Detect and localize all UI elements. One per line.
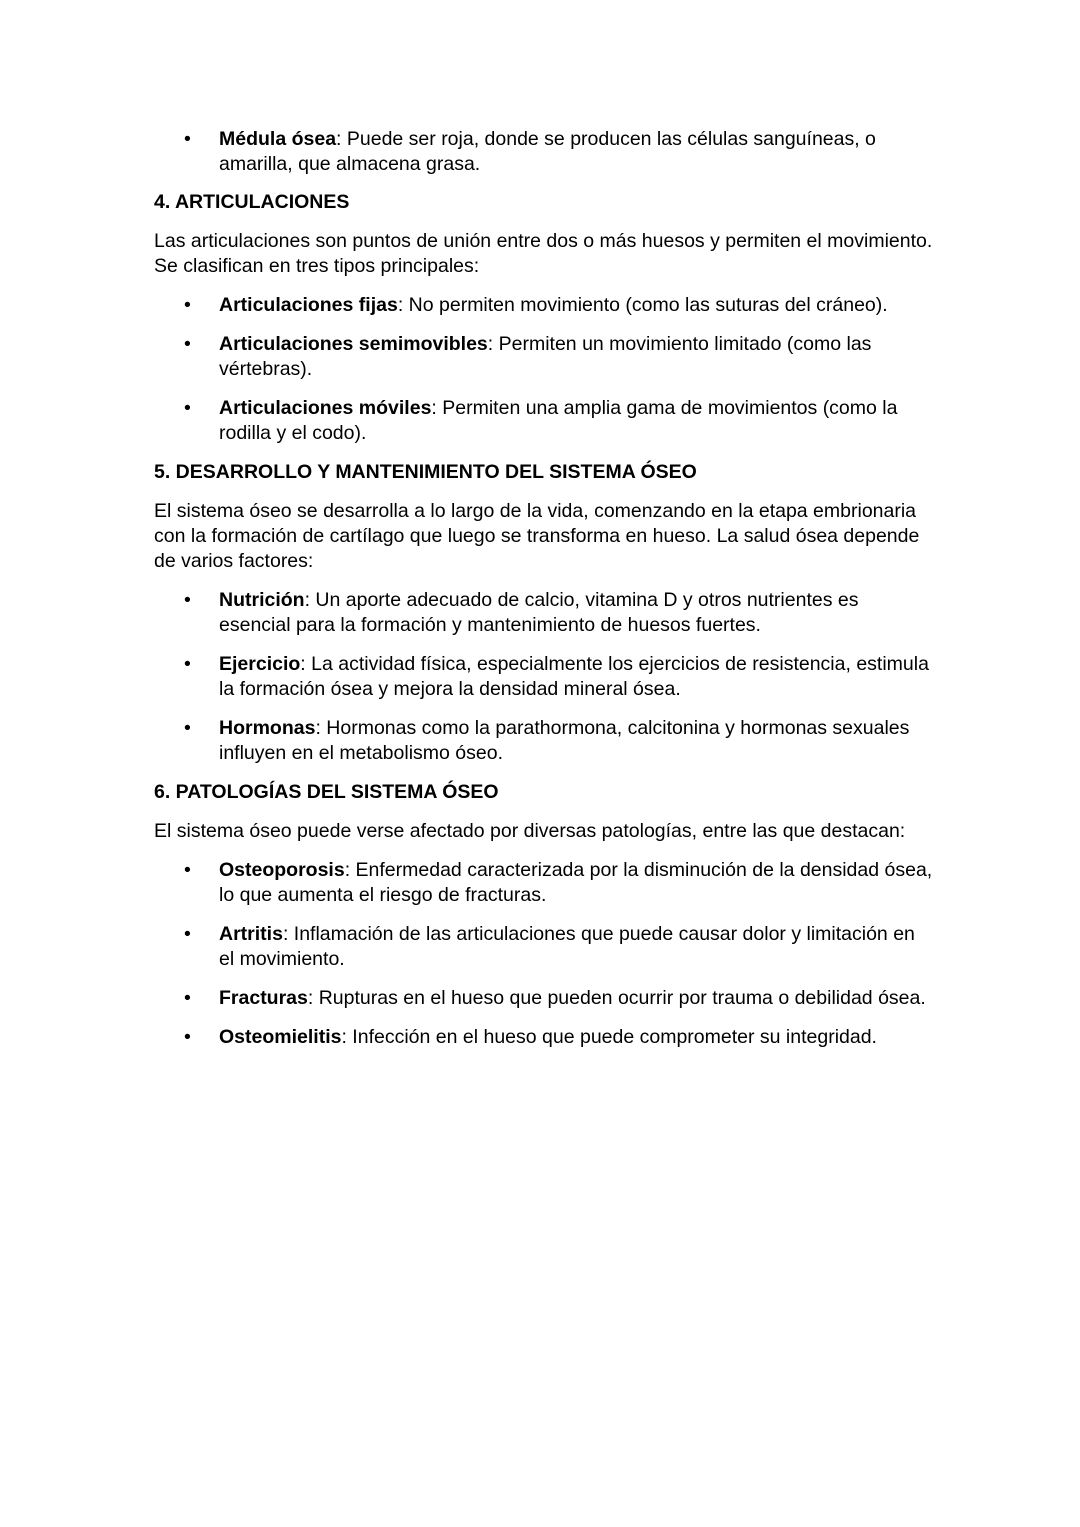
list-item — [154, 716, 934, 766]
list-item-text: : Permiten un movimiento limitado (como las vértebras). — [219, 333, 872, 380]
list-item-text: : Puede ser roja, donde se producen las células sanguíneas, o amarilla, que almacena grasa. — [219, 128, 876, 175]
bullet-icon: • — [184, 653, 191, 675]
bullet-icon: • — [184, 128, 191, 150]
section-heading-patologias: 6. PATOLOGÍAS DEL SISTEMA ÓSEO — [154, 781, 499, 803]
list-item-term: Articulaciones fijas — [219, 294, 398, 316]
list-item-text: : Inflamación de las articulaciones que puede causar dolor y limitación en el movimiento. — [219, 923, 915, 970]
list-item-text: : Hormonas como la parathormona, calcitonina y hormonas sexuales influyen en el metabolismo óseo. — [219, 717, 910, 764]
bone-marrow-list — [154, 127, 934, 177]
bullet-icon: • — [184, 589, 191, 611]
bullet-icon: • — [184, 294, 191, 316]
list-item-term: Osteoporosis — [219, 859, 345, 881]
section-intro-desarrollo: El sistema óseo se desarrolla a lo largo de la vida, comenzando en la etapa embrionaria con la formación de cartílago que luego se transforma en hueso. La salud ósea depende de varios factores: — [154, 500, 920, 572]
patologias-list — [154, 858, 934, 1050]
list-item — [154, 127, 934, 177]
bullet-icon: • — [184, 717, 191, 739]
list-item-text: : Infección en el hueso que puede comprometer su integridad. — [341, 1026, 877, 1048]
list-item — [154, 293, 934, 318]
articulaciones-list — [154, 293, 934, 446]
list-item-term: Articulaciones semimovibles — [219, 333, 488, 355]
list-item-term: Osteomielitis — [219, 1026, 342, 1048]
section-heading-articulaciones: 4. ARTICULACIONES — [154, 191, 350, 213]
bullet-icon: • — [184, 1026, 191, 1048]
list-item-term: Fracturas — [219, 987, 308, 1009]
section-heading-desarrollo: 5. DESARROLLO Y MANTENIMIENTO DEL SISTEMA ÓSEO — [154, 461, 697, 483]
list-item-term: Nutrición — [219, 589, 305, 611]
list-item — [154, 858, 934, 908]
bullet-icon: • — [184, 987, 191, 1009]
list-item-text: : La actividad física, especialmente los ejercicios de resistencia, estimula la formación ósea y mejora la densidad mineral ósea. — [219, 653, 929, 700]
desarrollo-list — [154, 588, 934, 766]
list-item — [154, 396, 934, 446]
list-item — [154, 1025, 934, 1050]
list-item-term: Articulaciones móviles — [219, 397, 432, 419]
bullet-icon: • — [184, 397, 191, 419]
list-item-text: : Rupturas en el hueso que pueden ocurrir por trauma o debilidad ósea. — [307, 987, 926, 1009]
list-item — [154, 652, 934, 702]
list-item-text: : Enfermedad caracterizada por la disminución de la densidad ósea, lo que aumenta el riesgo de fracturas. — [219, 859, 933, 906]
list-item — [154, 332, 934, 382]
list-item-term: Ejercicio — [219, 653, 301, 675]
document-content — [154, 127, 934, 1064]
list-item-term: Hormonas — [219, 717, 316, 739]
list-item — [154, 588, 934, 638]
list-item-term: Médula ósea — [219, 128, 337, 150]
bullet-icon: • — [184, 923, 191, 945]
bullet-icon: • — [184, 333, 191, 355]
list-item — [154, 986, 934, 1011]
section-intro-patologias: El sistema óseo puede verse afectado por diversas patologías, entre las que destacan: — [154, 820, 906, 842]
bullet-icon: • — [184, 859, 191, 881]
list-item-text: : Permiten una amplia gama de movimientos (como la rodilla y el codo). — [219, 397, 898, 444]
list-item-text: : No permiten movimiento (como las suturas del cráneo). — [397, 294, 888, 316]
section-intro-articulaciones: Las articulaciones son puntos de unión entre dos o más huesos y permiten el movimiento. Se clasifican en tres tipos principales: — [154, 230, 933, 277]
list-item-text: : Un aporte adecuado de calcio, vitamina D y otros nutrientes es esencial para la formación y mantenimiento de huesos fuertes. — [219, 589, 859, 636]
list-item — [154, 922, 934, 972]
list-item-term: Artritis — [219, 923, 283, 945]
